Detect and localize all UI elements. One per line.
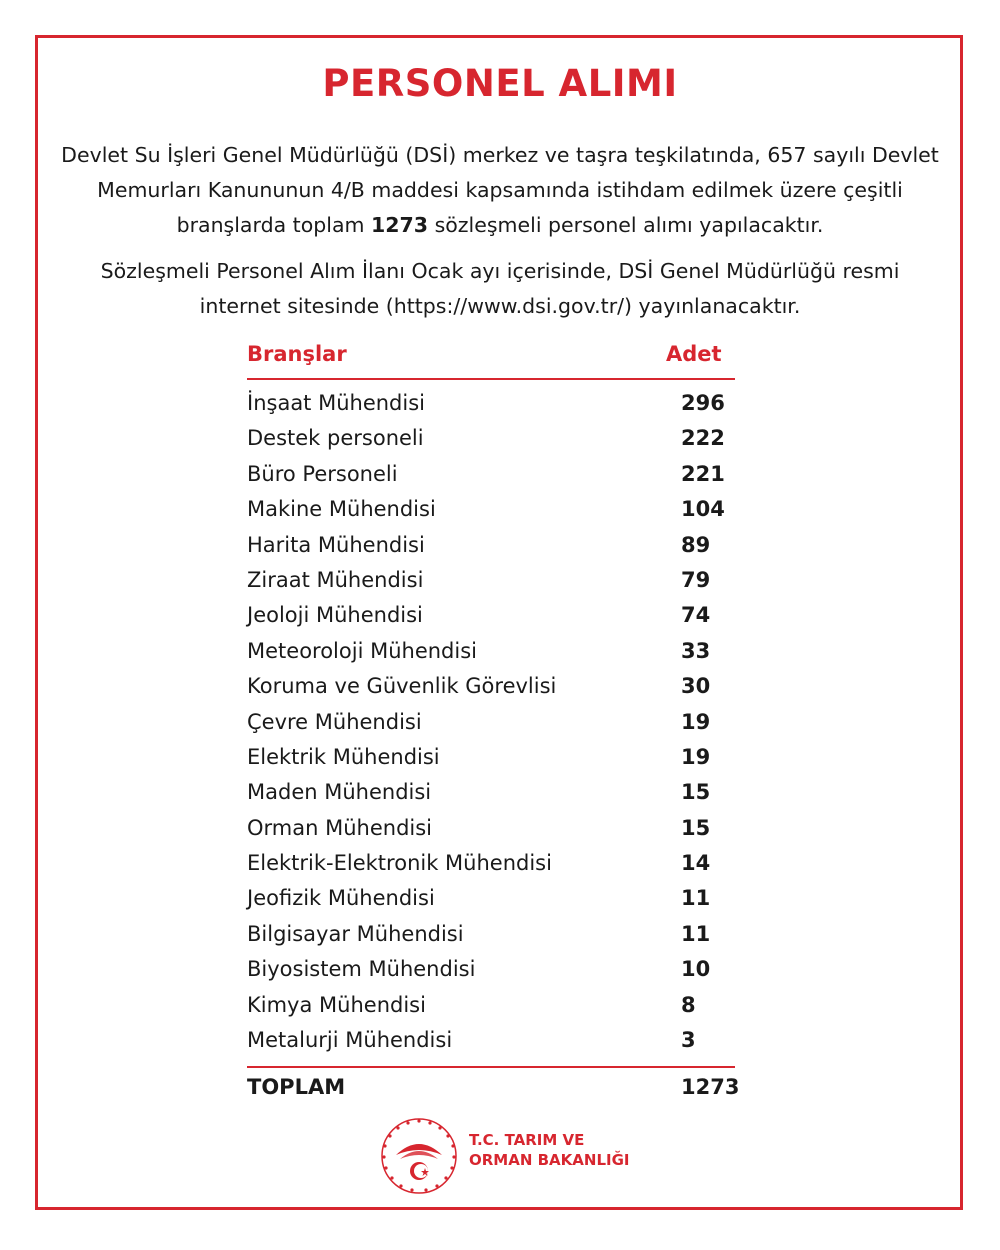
table-row xyxy=(247,990,735,1025)
table-row xyxy=(247,636,735,671)
branch-name: Harita Mühendisi xyxy=(247,532,425,557)
branch-count: 89 xyxy=(681,532,711,557)
branch-count: 15 xyxy=(681,815,711,840)
table-row xyxy=(247,954,735,989)
branch-name: Büro Personeli xyxy=(247,461,398,486)
branch-name: Jeofizik Mühendisi xyxy=(247,886,435,911)
table-row xyxy=(247,671,735,706)
branch-name: Biyosistem Mühendisi xyxy=(247,957,476,982)
intro-total-highlight: 1273 xyxy=(371,213,429,237)
branch-count: 222 xyxy=(681,426,725,451)
header-count: Adet xyxy=(666,342,722,366)
branch-name: Koruma ve Güvenlik Görevlisi xyxy=(247,674,557,699)
table-row xyxy=(247,883,735,918)
table-row xyxy=(247,530,735,565)
branch-count: 221 xyxy=(681,461,725,486)
branch-count: 79 xyxy=(681,567,711,592)
branch-name: Ziraat Mühendisi xyxy=(247,567,424,592)
branch-count: 30 xyxy=(681,674,711,699)
branch-name: Elektrik-Elektronik Mühendisi xyxy=(247,851,552,876)
branch-name: İnşaat Mühendisi xyxy=(247,391,425,415)
branch-name: Çevre Mühendisi xyxy=(247,709,422,734)
table-row xyxy=(247,388,735,423)
table-row xyxy=(247,707,735,742)
branch-count: 19 xyxy=(681,709,711,734)
branch-count: 11 xyxy=(681,921,711,946)
branch-name: Orman Mühendisi xyxy=(247,815,433,840)
branch-count: 3 xyxy=(681,1028,696,1053)
ministry-name-line1: T.C. TARIM VE xyxy=(469,1131,585,1149)
branch-name: Bilgisayar Mühendisi xyxy=(247,921,464,946)
table-row xyxy=(247,777,735,812)
ministry-name xyxy=(469,1130,629,1170)
ministry-emblem-icon xyxy=(378,1115,460,1197)
table-row xyxy=(247,919,735,954)
branch-count: 33 xyxy=(681,638,711,663)
branch-count: 8 xyxy=(681,992,696,1017)
intro-text-end: sözleşmeli personel alımı yapılacaktır. xyxy=(428,213,824,237)
branch-count: 15 xyxy=(681,780,711,805)
branch-name: Jeoloji Mühendisi xyxy=(247,603,423,628)
branch-count: 74 xyxy=(681,603,711,628)
table-row xyxy=(247,494,735,529)
page-title: PERSONEL ALIMI xyxy=(322,62,678,105)
table-header xyxy=(247,342,735,378)
branch-name: Destek personeli xyxy=(247,426,424,451)
header-branches: Branşlar xyxy=(247,342,347,366)
branch-count: 14 xyxy=(681,851,711,876)
announcement-paragraph: Sözleşmeli Personel Alım İlanı Ocak ayı içerisinde, DSİ Genel Müdürlüğü resmi internet sitesinde (https://www.dsi.gov.tr/) yayınlanacaktır. xyxy=(100,259,900,318)
branch-name: Makine Mühendisi xyxy=(247,497,436,522)
branch-name: Metalurji Mühendisi xyxy=(247,1028,453,1053)
intro-paragraph xyxy=(60,138,940,243)
branch-name: Elektrik Mühendisi xyxy=(247,744,440,769)
branch-count: 11 xyxy=(681,886,711,911)
total-divider xyxy=(247,1066,735,1068)
header-divider xyxy=(247,378,735,380)
branch-count: 10 xyxy=(681,957,711,982)
table-row xyxy=(247,565,735,600)
branch-count: 296 xyxy=(681,391,725,415)
branch-count: 19 xyxy=(681,744,711,769)
table-row xyxy=(247,423,735,458)
intro-text-start: Devlet Su İşleri Genel Müdürlüğü (DSİ) merkez ve taşra teşkilatında, 657 sayılı Devlet Memurları Kanununun 4/B maddesi kapsamında istihdam edilmek üzere çeşitli branşlarda toplam xyxy=(61,143,939,237)
table-row xyxy=(247,742,735,777)
ministry-name-line2: ORMAN BAKANLIĞI xyxy=(469,1151,630,1169)
table-row xyxy=(247,1025,735,1060)
branch-count: 104 xyxy=(681,497,725,522)
total-row xyxy=(247,1073,740,1107)
table-row xyxy=(247,813,735,848)
total-label: TOPLAM xyxy=(247,1075,346,1099)
total-value: 1273 xyxy=(681,1075,740,1099)
table-row xyxy=(247,848,735,883)
branch-name: Maden Mühendisi xyxy=(247,780,432,805)
table-row xyxy=(247,459,735,494)
table-row xyxy=(247,600,735,635)
branch-name: Meteoroloji Mühendisi xyxy=(247,638,477,663)
table-body xyxy=(247,388,735,1060)
branch-name: Kimya Mühendisi xyxy=(247,992,426,1017)
